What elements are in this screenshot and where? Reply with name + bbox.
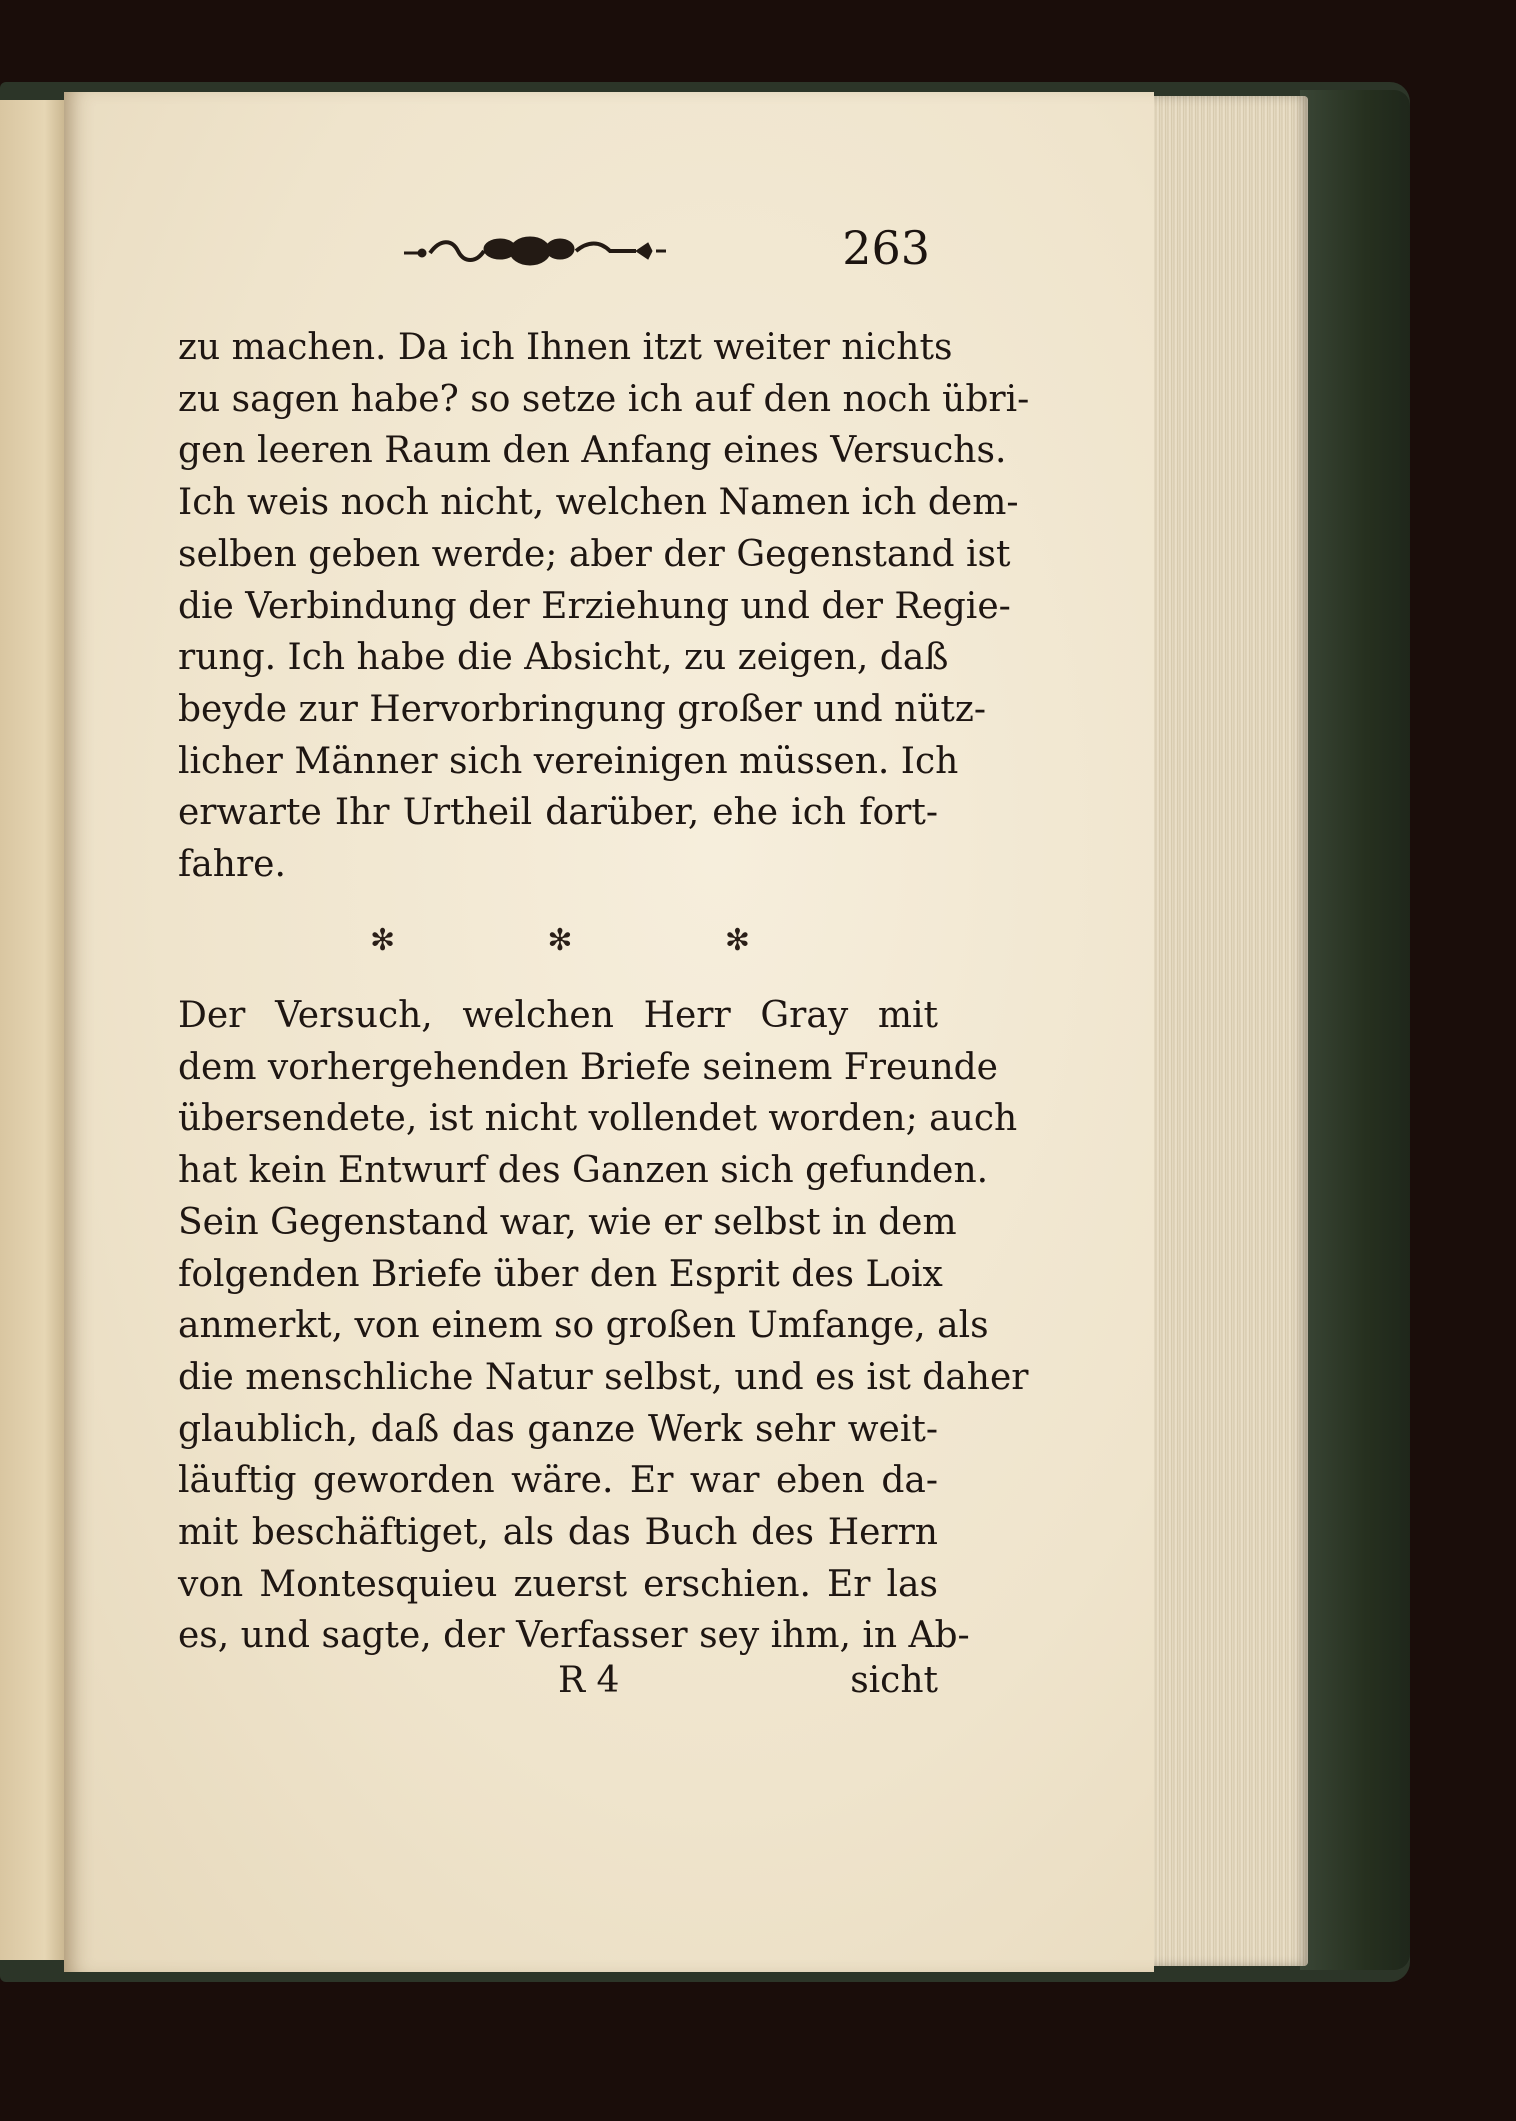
text-line: die Verbindung der Erziehung und der Regie- [178, 585, 1011, 627]
page-edges [1148, 96, 1308, 1966]
page-number: 263 [842, 221, 930, 275]
page-header [400, 221, 940, 285]
cover-edge [1300, 90, 1410, 1970]
text-line: Sein Gegenstand war, wie er selbst in dem [178, 1201, 957, 1243]
text-line: gen leeren Raum den Anfang eines Versuchs. [178, 430, 1007, 472]
page-footer [178, 1660, 938, 1720]
text-line: Der Versuch, welchen Herr Gray mit [178, 995, 938, 1036]
text-line: folgenden Briefe über den Esprit des Loix [178, 1253, 943, 1295]
text-line: übersendete, ist nicht vollendet worden; auch [178, 1098, 1018, 1140]
signature-mark: R 4 [558, 1660, 620, 1701]
text-line: fahre. [178, 844, 286, 886]
text-line: es, und sagte, der Verfasser sey ihm, in Ab- [178, 1615, 970, 1657]
text-line: glaublich, daß das ganze Werk sehr weit- [178, 1408, 938, 1450]
paragraph-editor-note [178, 990, 1029, 1662]
text-line: selben geben werde; aber der Gegenstand ist [178, 533, 1011, 575]
divider-ornament-icon: ✻ [547, 922, 573, 958]
text-line: die menschliche Natur selbst, und es ist daher [178, 1356, 1029, 1398]
divider-ornament-icon: ✻ [724, 922, 750, 958]
text-line: licher Männer sich vereinigen müssen. Ich [178, 740, 959, 782]
text-line: zu machen. Da ich Ihnen itzt weiter nichts [178, 327, 953, 368]
section-divider [370, 920, 750, 960]
text-line: von Montesquieu zuerst erschien. Er las [178, 1563, 938, 1605]
text-line: beyde zur Hervorbringung großer und nütz- [178, 688, 987, 730]
text-line: hat kein Entwurf des Ganzen sich gefunden. [178, 1150, 989, 1192]
previous-page-edge [0, 100, 66, 1960]
text-line: läuftig geworden wäre. Er war eben da- [178, 1460, 938, 1502]
text-line: dem vorhergehenden Briefe seinem Freunde [178, 1046, 998, 1088]
text-line: anmerkt, von einem so großen Umfange, als [178, 1305, 989, 1347]
text-line: zu sagen habe? so setze ich auf den noch übri- [178, 378, 1030, 420]
paragraph-letter-end [178, 322, 1030, 891]
catchword: sicht [850, 1660, 938, 1701]
text-line: Ich weis noch nicht, welchen Namen ich dem- [178, 482, 1019, 524]
text-line: mit beschäftiget, als das Buch des Herrn [178, 1512, 938, 1554]
text-line: rung. Ich habe die Absicht, zu zeigen, daß [178, 637, 949, 679]
header-ornament-icon [400, 229, 670, 273]
divider-ornament-icon: ✻ [370, 922, 396, 958]
text-line: erwarte Ihr Urtheil darüber, ehe ich fort- [178, 792, 938, 834]
